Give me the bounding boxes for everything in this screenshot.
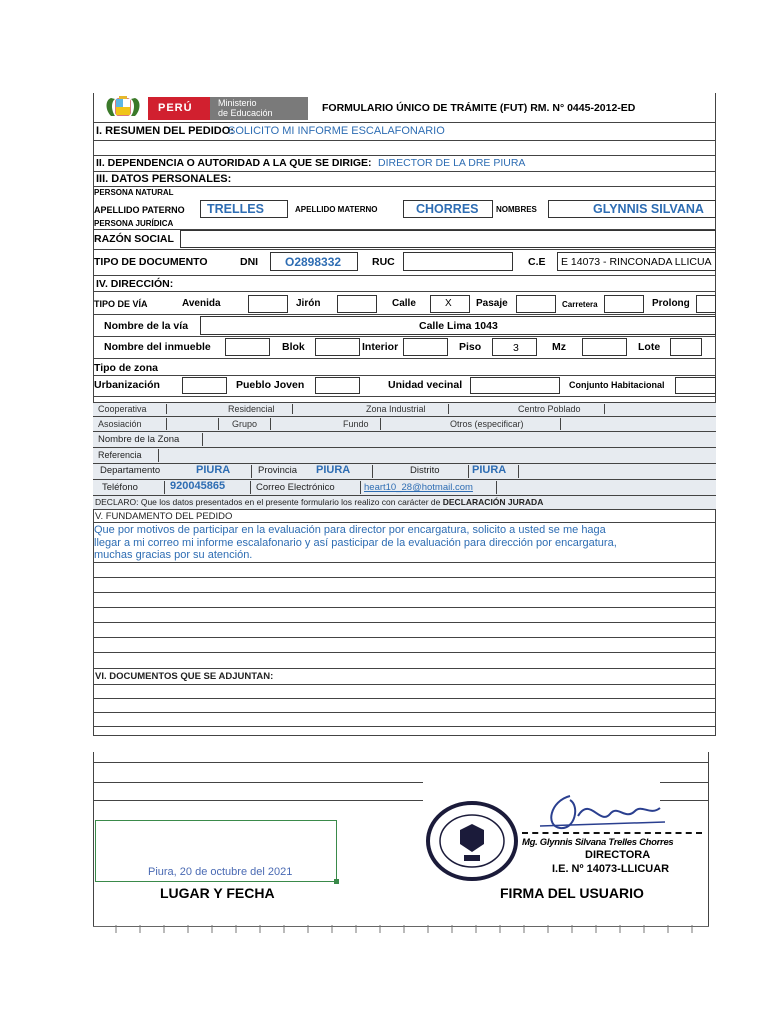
nombres-label: NOMBRES (496, 205, 537, 214)
nombre-via-field[interactable] (200, 316, 716, 335)
apellido-materno-label: APELLIDO MATERNO (295, 205, 378, 214)
apellido-materno-field[interactable] (403, 200, 493, 218)
conjunto-label: Conjunto Habitacional (569, 380, 665, 390)
piso-value: 3 (513, 342, 519, 354)
asosiacion-label: Asosiación (98, 419, 142, 429)
lugar-fecha-value: Piura, 20 de octubre del 2021 (148, 866, 293, 878)
section4-label: IV. DIRECCIÓN: (96, 278, 174, 290)
section3-label: III. DATOS PERSONALES: (96, 173, 232, 185)
residencial-label: Residencial (228, 404, 275, 414)
otros-label: Otros (especificar) (450, 419, 524, 429)
peru-label: PERÚ (158, 102, 193, 114)
telefono-value: 920045865 (170, 480, 226, 492)
signer-school: I.E. Nº 14073-LLICUAR (552, 863, 670, 875)
section6-label: VI. DOCUMENTOS QUE SE ADJUNTAN: (95, 671, 274, 682)
inmueble-field[interactable] (225, 338, 270, 356)
fundo-label: Fundo (343, 419, 369, 429)
piso-field[interactable] (492, 338, 537, 356)
tipo-zona-label: Tipo de zona (94, 362, 158, 374)
stamp-text (424, 900, 466, 901)
signature-scribble (530, 786, 670, 836)
blok-field[interactable] (315, 338, 360, 356)
nombre-via-label: Nombre de la vía (104, 320, 189, 332)
cell-handle (334, 879, 339, 884)
ministerio-logo-box (210, 97, 308, 120)
fundamento-line1: Que por motivos de participar en la evaluación para director por encargatura, solicito a usted se me haga (94, 524, 606, 536)
signer-role: DIRECTORA (585, 849, 651, 861)
razon-social-label: RAZÓN SOCIAL (94, 233, 174, 245)
apellido-paterno-label: APELLIDO PATERNO (94, 205, 185, 215)
nombre-inmueble-label: Nombre del inmueble (104, 341, 211, 353)
via-pasaje-box[interactable] (516, 295, 556, 313)
persona-juridica-label: PERSONA JURÍDICA (94, 219, 174, 228)
cooperativa-label: Cooperativa (98, 404, 147, 414)
form-title: FORMULARIO ÚNICO DE TRÁMITE (FUT) RM. N° 0445-2012-ED (322, 102, 636, 114)
lugar-fecha-label: LUGAR Y FECHA (160, 885, 275, 901)
ce-field[interactable] (557, 252, 716, 271)
dni-field[interactable] (270, 252, 358, 271)
via-carretera-box[interactable] (604, 295, 644, 313)
centro-poblado-label: Centro Poblado (518, 404, 581, 414)
conjunto-box[interactable] (675, 377, 716, 394)
via-prolong-label: Prolong (652, 298, 690, 309)
via-jiron-box[interactable] (337, 295, 377, 313)
via-calle-box[interactable] (430, 295, 470, 313)
distrito-label: Distrito (410, 465, 440, 476)
peru-logo-box (148, 97, 210, 120)
ruc-label: RUC (372, 256, 395, 268)
via-avenida-label: Avenida (182, 298, 221, 309)
mz-field[interactable] (582, 338, 627, 356)
tipo-via-label: TIPO DE VÍA (94, 299, 148, 309)
peru-coat-of-arms (103, 96, 143, 118)
via-calle-label: Calle (392, 298, 416, 309)
section5-label: V. FUNDAMENTO DEL PEDIDO (95, 511, 233, 522)
lote-field[interactable] (670, 338, 702, 356)
declaro-text: Que los datos presentados en el presente formulario los realizo con carácter de (138, 497, 443, 507)
dni-label: DNI (240, 256, 259, 268)
razon-social-field[interactable] (180, 230, 716, 248)
via-carretera-label: Carretera (562, 300, 598, 309)
ministerio-line1: Ministerio (218, 98, 257, 108)
fundamento-line3: muchas gracias por su atención. (94, 549, 253, 561)
section2-value: DIRECTOR DE LA DRE PIURA (378, 157, 526, 169)
apellido-paterno-value: TRELLES (207, 202, 264, 216)
ministerio-line2: de Educación (218, 108, 273, 118)
mz-label: Mz (552, 341, 566, 353)
distrito-value: PIURA (472, 464, 507, 476)
grid-ticks (93, 920, 709, 930)
pueblo-joven-label: Pueblo Joven (236, 379, 305, 391)
lote-label: Lote (638, 341, 661, 353)
ce-label: C.E (528, 256, 546, 268)
correo-label: Correo Electrónico (256, 482, 335, 493)
grupo-label: Grupo (232, 419, 258, 429)
referencia-label: Referencia (98, 450, 142, 460)
urbanizacion-label: Urbanización (94, 379, 160, 391)
via-calle-mark: X (445, 298, 452, 309)
via-pasaje-label: Pasaje (476, 298, 508, 309)
via-avenida-box[interactable] (248, 295, 288, 313)
declaro-line (95, 498, 543, 507)
ruc-field[interactable] (403, 252, 513, 271)
via-prolong-box[interactable] (696, 295, 716, 313)
unidad-vecinal-box[interactable] (470, 377, 560, 394)
tipo-documento-label: TIPO DE DOCUMENTO (94, 256, 208, 268)
via-jiron-label: Jirón (296, 298, 321, 309)
nombre-zona-label: Nombre de la Zona (98, 434, 180, 445)
unidad-vecinal-label: Unidad vecinal (388, 379, 463, 391)
apellido-paterno-field[interactable] (200, 200, 288, 218)
nombres-value: GLYNNIS SILVANA (593, 202, 704, 216)
pueblo-joven-box[interactable] (315, 377, 360, 394)
piso-label: Piso (459, 341, 482, 353)
provincia-label: Provincia (258, 465, 298, 476)
official-stamp (424, 800, 520, 882)
telefono-label: Teléfono (102, 482, 138, 493)
blok-label: Blok (282, 341, 305, 353)
departamento-value: PIURA (196, 464, 231, 476)
provincia-value: PIURA (316, 464, 351, 476)
correo-value[interactable]: heart10_28@hotmail.com (364, 482, 473, 493)
signature-dashes (522, 832, 702, 836)
declaro-bold: DECLARACIÓN JURADA (442, 497, 544, 507)
section2-label: II. DEPENDENCIA O AUTORIDAD A LA QUE SE DIRIGE: (96, 157, 372, 169)
section1-label: I. RESUMEN DEL PEDIDO: (96, 125, 234, 137)
fundamento-line2: llegar a mi correo mi informe escalafonario y así pasticipar de la evaluación para dirección por encargatura, (94, 537, 617, 549)
zona-industrial-label: Zona Industrial (366, 404, 426, 414)
apellido-materno-value: CHORRES (416, 202, 479, 216)
lugar-fecha-field[interactable] (95, 820, 337, 882)
departamento-label: Departamento (100, 465, 161, 476)
nombres-field[interactable] (548, 200, 716, 218)
declaro-label: DECLARO: (95, 497, 139, 507)
signer-name: Mg. Glynnis Silvana Trelles Chorres (522, 837, 674, 848)
interior-label: Interior (362, 341, 399, 353)
nombre-via-value: Calle Lima 1043 (419, 320, 498, 332)
urbanizacion-box[interactable] (182, 377, 227, 394)
firma-label: FIRMA DEL USUARIO (500, 885, 644, 901)
ce-value: E 14073 - RINCONADA LLICUA (561, 256, 712, 268)
section1-value: SOLICITO MI INFORME ESCALAFONARIO (228, 125, 445, 137)
interior-field[interactable] (403, 338, 448, 356)
persona-natural-label: PERSONA NATURAL (94, 188, 174, 197)
dni-value: O2898332 (285, 255, 342, 269)
